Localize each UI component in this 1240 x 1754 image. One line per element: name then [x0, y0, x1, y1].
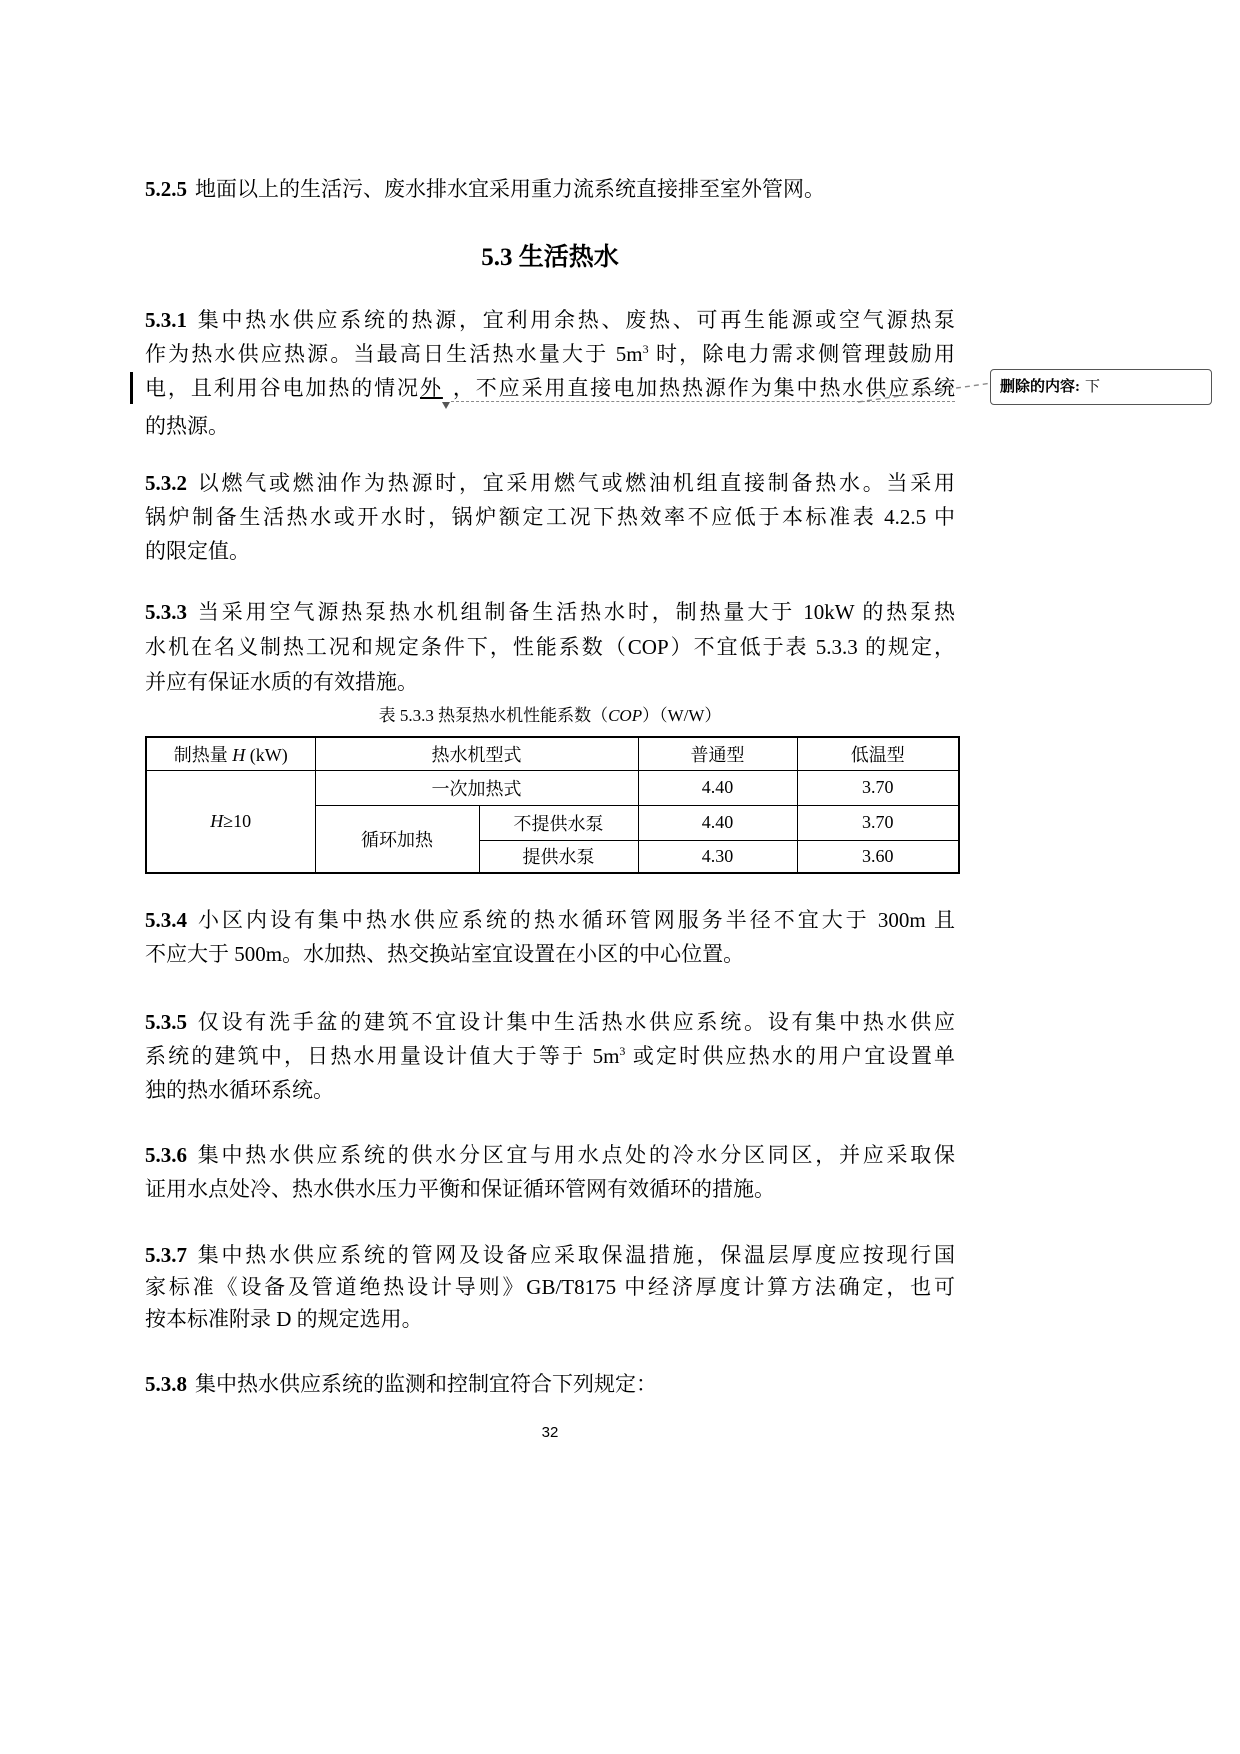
- clause-text: 锅炉制备生活热水或开水时，锅炉额定工况下热效率不应低于本标准表 4.2.5 中: [145, 505, 955, 529]
- cell-value: 4.30: [638, 840, 797, 873]
- text-line: [145, 1172, 955, 1206]
- section-5-3-7: [145, 1239, 955, 1335]
- header-machine-type: 热水机型式: [315, 737, 638, 770]
- clause-text: 时，除电力需求侧管理鼓励用: [648, 342, 955, 366]
- header-h-italic: H: [232, 744, 246, 765]
- clause-text: 按本标准附录 D 的规定选用。: [145, 1307, 423, 1331]
- cell-h-italic: H: [210, 810, 224, 831]
- cell-type: 一次加热式: [315, 770, 638, 805]
- clause-number: 5.2.5: [145, 177, 187, 201]
- balloon-deleted-value: 下: [1085, 379, 1101, 395]
- clause-text: 当采用空气源热泵热水机组制备生活热水时，制热量大于 10kW 的热泵热: [195, 600, 955, 624]
- text-line: [145, 1005, 955, 1039]
- clause-text: 的限定值。: [145, 539, 250, 563]
- section-5-3-3: [145, 595, 955, 700]
- clause-text: 家标准《设备及管道绝热设计导则》GB/T8175 中经济厚度计算方法确定，也可: [145, 1275, 955, 1299]
- cell-capacity: [146, 770, 315, 873]
- text-line: [145, 1138, 955, 1172]
- section-5-3-1: [145, 303, 955, 443]
- text-line: [145, 500, 955, 534]
- text-line: [145, 1073, 955, 1107]
- header-text: 制热量: [173, 744, 233, 765]
- text-line: [145, 1271, 955, 1303]
- text-line: [145, 595, 955, 630]
- text-line: [145, 665, 955, 700]
- table-caption: [145, 703, 955, 729]
- clause-text: 作为热水供应热源。当最高日生活热水量大于 5m: [145, 342, 643, 366]
- clause-number: 5.3.6: [145, 1143, 187, 1167]
- text-line: [145, 337, 955, 371]
- clause-number: 5.3.7: [145, 1243, 187, 1267]
- text-line: [145, 903, 955, 937]
- superscript: 3: [642, 342, 649, 356]
- text-line: [145, 303, 955, 337]
- clause-text: 并应有保证水质的有效措施。: [145, 670, 418, 694]
- deleted-content-balloon[interactable]: [990, 369, 1212, 405]
- clause-text: 电，且利用谷电加热的情况: [145, 376, 420, 400]
- clause-text: 集中热水供应系统的供水分区宜与用水点处的冷水分区同区，并应采取保: [195, 1143, 955, 1167]
- table-row: [146, 770, 959, 805]
- cell-value: 3.60: [797, 840, 959, 873]
- clause-text: 小区内设有集中热水供应系统的热水循环管网服务半径不宜大于 300m 且: [195, 908, 955, 932]
- cell-value: 3.70: [797, 770, 959, 805]
- clause-text: 水机在名义制热工况和规定条件下，性能系数（COP）不宜低于表 5.3.3 的规定，: [145, 635, 955, 659]
- clause-text: 地面以上的生活污、废水排水宜采用重力流系统直接排至室外管网。: [195, 177, 825, 201]
- text-line-with-revision: [145, 371, 955, 409]
- text-line: [145, 409, 955, 443]
- caption-text: ）（W/W）: [642, 706, 722, 725]
- section-5-3-8: [145, 1367, 955, 1401]
- section-5-3-4: [145, 903, 955, 971]
- section-5-3-6: [145, 1138, 955, 1206]
- cell-value: 4.40: [638, 805, 797, 840]
- revision-anchor-icon: [442, 402, 450, 409]
- cell-text: ≥10: [223, 810, 252, 831]
- clause-number: 5.3.2: [145, 471, 187, 495]
- cell-value: 4.40: [638, 770, 797, 805]
- caption-cop-italic: COP: [608, 706, 643, 725]
- clause-text: 系统的建筑中，日热水用量设计值大于等于 5m: [145, 1044, 620, 1068]
- cell-value: 3.70: [797, 805, 959, 840]
- clause-text: 集中热水供应系统的管网及设备应采取保温措施，保温层厚度应按现行国: [195, 1243, 955, 1267]
- text-line: [145, 1039, 955, 1073]
- text-line: [145, 937, 955, 971]
- clause-text: 仅设有洗手盆的建筑不宜设计集中生活热水供应系统。设有集中热水供应: [195, 1010, 955, 1034]
- table-header-row: [146, 737, 959, 770]
- clause-number: 5.3.4: [145, 908, 187, 932]
- balloon-label: 删除的内容:: [1000, 379, 1080, 395]
- text-line: [145, 172, 955, 206]
- section-5-2-5: [145, 172, 955, 206]
- header-capacity: [146, 737, 315, 770]
- cop-table: [145, 736, 960, 874]
- clause-number: 5.3.3: [145, 600, 187, 624]
- caption-text: 表 5.3.3 热泵热水机性能系数（: [378, 706, 609, 725]
- section-5-3-2: [145, 466, 955, 568]
- text-line: [145, 630, 955, 665]
- clause-text: 以燃气或燃油作为热源时，宜采用燃气或燃油机组直接制备热水。当采用: [195, 471, 955, 495]
- clause-text: 的热源。: [145, 414, 229, 438]
- clause-text: 独的热水循环系统。: [145, 1078, 334, 1102]
- text-line: [145, 1239, 955, 1271]
- page-number: 32: [541, 1424, 559, 1441]
- revision-connector-line: [856, 377, 994, 405]
- clause-text: 证用水点处冷、热水供水压力平衡和保证循环管网有效循环的措施。: [145, 1177, 775, 1201]
- header-low-temp-type: 低温型: [797, 737, 959, 770]
- text-line: [145, 1367, 955, 1401]
- clause-text: 不应大于 500m。水加热、热交换站室宜设置在小区的中心位置。: [145, 942, 745, 966]
- cell-type: 循环加热: [315, 805, 479, 873]
- inserted-text: 外: [419, 376, 443, 400]
- cell-type: 不提供水泵: [479, 805, 638, 840]
- section-5-3-5: [145, 1005, 955, 1107]
- text-line: [145, 534, 955, 568]
- clause-text: 或定时供应热水的用户宜设置单: [625, 1044, 955, 1068]
- section-heading-5-3: 5.3 生活热水: [481, 244, 619, 271]
- clause-number: 5.3.8: [145, 1372, 187, 1396]
- header-normal-type: 普通型: [638, 737, 797, 770]
- text-line: [145, 1303, 955, 1335]
- clause-number: 5.3.1: [145, 308, 187, 332]
- text-line: [145, 466, 955, 500]
- clause-text: 集中热水供应系统的热源，宜利用余热、废热、可再生能源或空气源热泵: [195, 308, 955, 332]
- clause-number: 5.3.5: [145, 1010, 187, 1034]
- deletion-marked-text: ，不应采用直接电加热热源作为集中热水供应系统: [450, 376, 956, 400]
- changed-line-bar: [130, 372, 133, 404]
- clause-text: 集中热水供应系统的监测和控制宜符合下列规定：: [195, 1372, 657, 1396]
- superscript: 3: [619, 1044, 626, 1058]
- cell-type: 提供水泵: [479, 840, 638, 873]
- header-text: (kW): [245, 744, 288, 765]
